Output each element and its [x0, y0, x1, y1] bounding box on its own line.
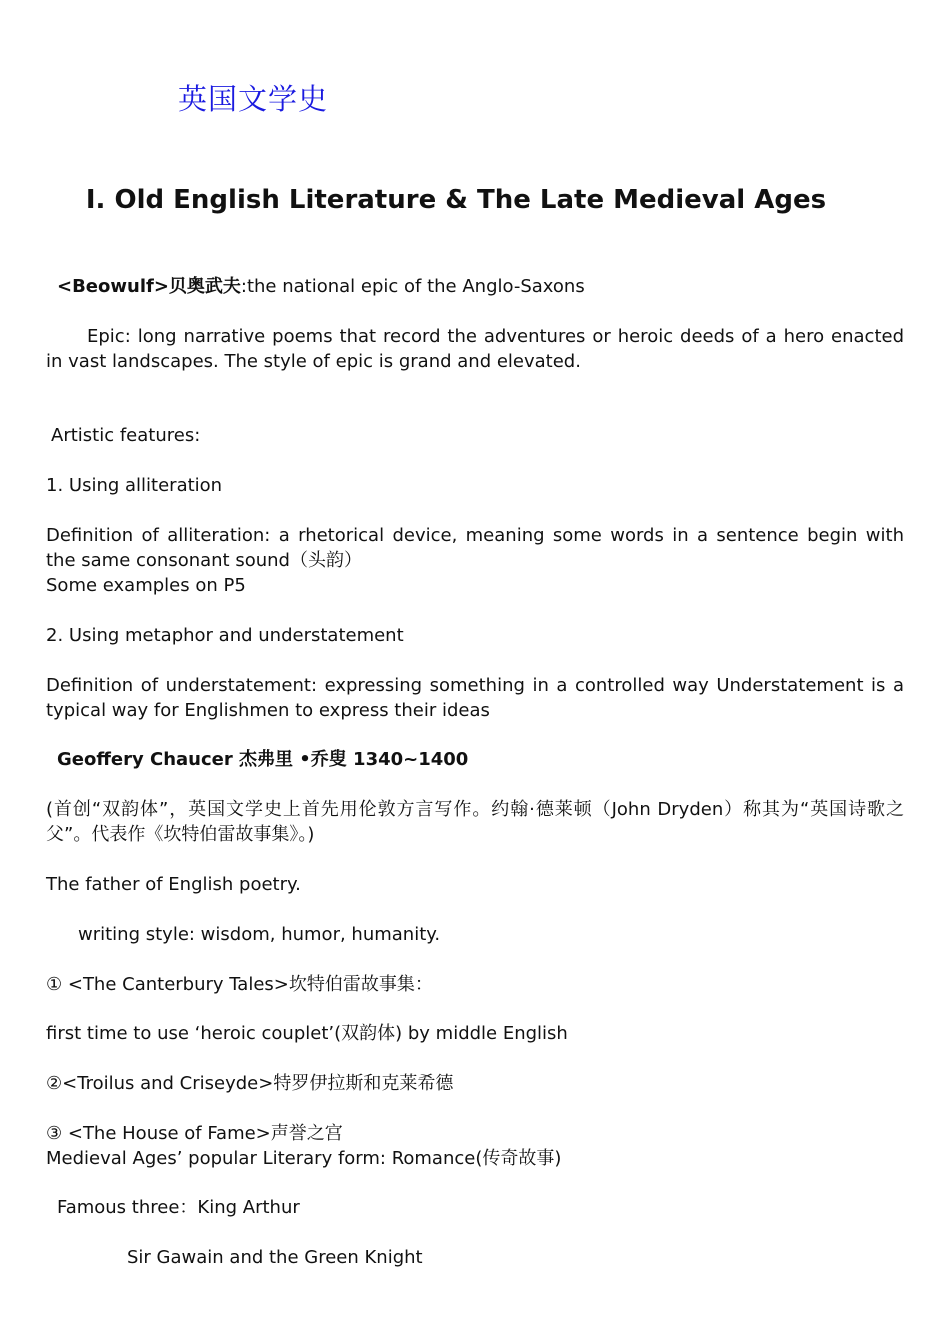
epic-definition: Epic: long narrative poems that record the adventures or heroic deeds of a hero enacted in vast landscapes. The style of epic is grand and elevated. [46, 326, 904, 372]
section-heading: I. Old English Literature & The Late Medieval Ages [85, 185, 827, 215]
understatement-definition: Definition of understatement: expressing something in a controlled way Understatement is a typical way for Englishmen to express their ideas [46, 675, 904, 721]
father-of-poetry: The father of English poetry. [46, 874, 301, 895]
chaucer-note: (首创“双韵体”，英国文学史上首先用伦敦方言写作。约翰·德莱顿（John Dryden）称其为“英国诗歌之父”。代表作《坎特伯雷故事集》。) [46, 799, 904, 845]
examples-note: Some examples on P5 [46, 575, 246, 596]
romance-line: Medieval Ages’ popular Literary form: Romance(传奇故事) [46, 1148, 562, 1169]
famous-three: Famous three：King Arthur [57, 1197, 300, 1218]
work-troilus: ②<Troilus and Criseyde>特罗伊拉斯和克莱希德 [46, 1073, 454, 1094]
work-house-of-fame: ③ <The House of Fame>声誉之宫 [46, 1123, 343, 1144]
chaucer-heading: Geoffery Chaucer 杰弗里 •乔叟 1340~1400 [57, 749, 469, 770]
beowulf-term: <Beowulf>贝奥武夫 [57, 276, 241, 297]
work-canterbury-note: first time to use ‘heroic couplet’(双韵体) by middle English [46, 1023, 568, 1044]
work-canterbury-tales: ① <The Canterbury Tales>坎特伯雷故事集： [46, 974, 433, 995]
feature-metaphor: 2. Using metaphor and understatement [46, 625, 404, 646]
document-title: 英国文学史 [178, 82, 329, 116]
sir-gawain: Sir Gawain and the Green Knight [127, 1247, 423, 1268]
alliteration-definition: Definition of alliteration: a rhetorical device, meaning some words in a sentence begin with the same consonant sound（头韵） [46, 525, 904, 571]
writing-style: writing style: wisdom, humor, humanity. [78, 924, 441, 945]
beowulf-description: :the national epic of the Anglo-Saxons [240, 276, 585, 297]
artistic-features-label: Artistic features: [51, 425, 201, 446]
beowulf-line [57, 274, 585, 299]
feature-alliteration: 1. Using alliteration [46, 475, 223, 496]
